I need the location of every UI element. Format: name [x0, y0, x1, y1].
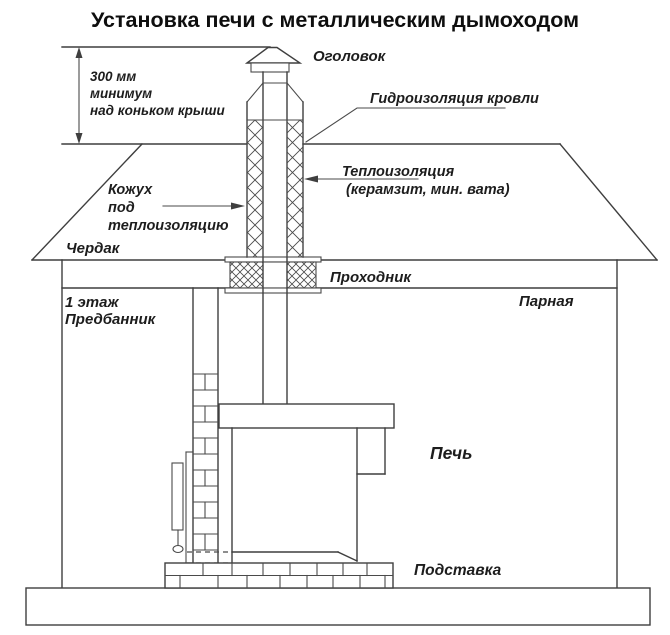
stove-top-slab	[219, 404, 394, 428]
insulation-label-line2: (керамзит, мин. вата)	[346, 182, 510, 198]
pass-through-box	[225, 257, 321, 293]
headroom-label-line3: над коньком крыши	[90, 103, 225, 118]
pass-through-insulation-right	[287, 262, 316, 288]
pass-through-insulation-left	[230, 262, 263, 288]
casing-label-line3: теплоизоляцию	[108, 218, 229, 234]
pass-through-bottom-flange	[225, 288, 321, 293]
foundation-slab	[26, 588, 650, 625]
pass-through-top-flange	[225, 257, 321, 262]
diagram-title: Установка печи с металлическим дымоходом	[91, 8, 579, 32]
stove-label: Печь	[430, 443, 473, 463]
headroom-label-line2: минимум	[90, 86, 153, 101]
insulation-hatch-left	[247, 120, 263, 257]
casing-label-line1: Кожух	[108, 182, 153, 198]
pass-through-label: Проходник	[330, 269, 411, 286]
steam-room-label: Парная	[519, 293, 574, 310]
door-handle-knob	[173, 546, 183, 553]
cap-label: Оголовок	[313, 48, 386, 65]
casing-label-line2: под	[108, 200, 135, 216]
dressing-room-label: Предбанник	[65, 311, 156, 328]
cleanout-door	[172, 463, 183, 530]
brick-stand	[165, 563, 393, 588]
chimney-neck	[251, 63, 289, 72]
insulation-hatch-right	[287, 120, 303, 257]
headroom-label-line1: 300 мм	[90, 69, 137, 84]
floor1-label: 1 этаж	[65, 294, 119, 311]
attic-label: Чердак	[66, 240, 120, 257]
stand-label: Подставка	[414, 562, 502, 579]
insulation-label-line1: Теплоизоляция	[342, 164, 455, 180]
waterproofing-label: Гидроизоляция кровли	[370, 91, 539, 107]
